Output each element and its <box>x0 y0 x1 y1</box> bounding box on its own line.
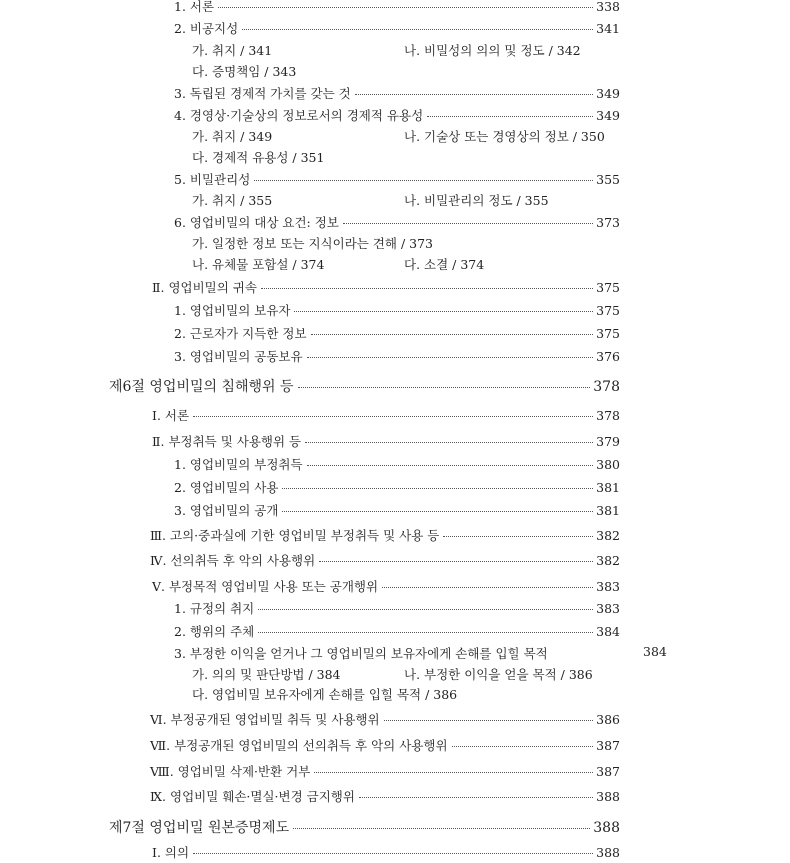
dot-leader <box>258 609 593 610</box>
toc-sub-item[interactable]: 나. 비밀관리의 정도 / 355 <box>404 193 549 208</box>
dot-leader <box>254 180 593 181</box>
toc-entry[interactable] <box>174 478 620 496</box>
toc-entry-long[interactable] <box>174 644 548 662</box>
toc-sub-item[interactable]: 가. 취지 / 349 <box>192 129 273 144</box>
toc-entry-label: 1. 서론 <box>174 0 215 14</box>
toc-entry-page: 388 <box>596 845 620 860</box>
toc-entry-label: Ⅳ. 선의취득 후 악의 사용행위 <box>150 553 316 568</box>
toc-entry-label: Ⅷ. 영업비밀 삭제·반환 거부 <box>150 764 311 779</box>
toc-entry[interactable] <box>174 622 620 640</box>
toc-sub-item[interactable]: 다. 영업비밀 보유자에게 손해를 입힐 목적 / 386 <box>192 687 458 702</box>
toc-entry-label: Ⅰ. 의의 <box>152 845 190 860</box>
dot-leader <box>282 511 593 512</box>
toc-entry[interactable] <box>152 843 620 861</box>
toc-entry-page: 386 <box>596 712 620 727</box>
toc-entry-page: 383 <box>596 601 620 616</box>
toc-entry-page: 388 <box>596 789 620 804</box>
toc-entry-page: 381 <box>596 480 620 495</box>
dot-leader <box>258 632 593 633</box>
toc-entry[interactable] <box>174 455 620 473</box>
dot-leader <box>355 94 593 95</box>
toc-entry-label: 2. 근로자가 지득한 정보 <box>174 326 307 341</box>
toc-entry[interactable] <box>150 551 620 569</box>
toc-entry-page: 355 <box>596 172 620 187</box>
toc-entry-page: 382 <box>596 528 620 543</box>
toc-sub-item[interactable]: 다. 경제적 유용성 / 351 <box>192 150 325 165</box>
toc-entry[interactable] <box>152 432 620 450</box>
toc-sub-item[interactable]: 다. 증명책임 / 343 <box>192 64 297 79</box>
toc-entry[interactable] <box>150 762 620 780</box>
toc-entry-label: Ⅲ. 고의·중과실에 기한 영업비밀 부정취득 및 사용 등 <box>150 528 440 543</box>
toc-entry-label: 1. 영업비밀의 부정취득 <box>174 457 303 472</box>
toc-sub-item[interactable]: 나. 부정한 이익을 얻을 목적 / 386 <box>404 667 593 682</box>
toc-entry-label: 1. 영업비밀의 보유자 <box>174 303 291 318</box>
toc-entry-label: Ⅸ. 영업비밀 훼손·멸실·변경 금지행위 <box>150 789 355 804</box>
toc-entry-page: 378 <box>593 379 620 395</box>
toc-entry[interactable] <box>174 170 620 188</box>
toc-entry[interactable] <box>174 324 620 342</box>
toc-entry[interactable] <box>152 577 620 595</box>
dot-leader <box>307 357 594 358</box>
toc-entry-label: 3. 영업비밀의 공개 <box>174 503 279 518</box>
dot-leader <box>193 853 593 854</box>
toc-entry[interactable] <box>174 213 620 231</box>
toc-entry[interactable] <box>174 84 620 102</box>
dot-leader <box>343 223 593 224</box>
toc-entry-page: 383 <box>596 579 620 594</box>
toc-entry[interactable] <box>174 301 620 319</box>
toc-entry-page: 379 <box>596 434 620 449</box>
dot-leader <box>293 828 590 829</box>
toc-entry-label: 6. 영업비밀의 대상 요건: 정보 <box>174 215 339 230</box>
toc-sub-item[interactable]: 가. 취지 / 355 <box>192 193 273 208</box>
toc-entry-label: Ⅱ. 부정취득 및 사용행위 등 <box>152 434 302 449</box>
toc-entry-label: 제7절 영업비밀 원본증명제도 <box>109 820 290 836</box>
toc-entry-label: 2. 행위의 주체 <box>174 624 255 639</box>
toc-entry-label: Ⅶ. 부정공개된 영업비밀의 선의취득 후 악의 사용행위 <box>150 738 448 753</box>
toc-sub-item[interactable]: 다. 소결 / 374 <box>404 257 485 272</box>
toc-entry-page: 387 <box>596 764 620 779</box>
toc-entry[interactable] <box>150 736 620 754</box>
toc-entry-label: 제6절 영업비밀의 침해행위 등 <box>109 379 294 395</box>
toc-sub-item[interactable]: 가. 의의 및 판단방법 / 384 <box>192 667 341 682</box>
toc-entry-page: 380 <box>596 457 620 472</box>
toc-entry-page: 382 <box>596 553 620 568</box>
toc-entry-page: 375 <box>596 326 620 341</box>
toc-entry[interactable] <box>150 526 620 544</box>
dot-leader <box>193 416 593 417</box>
toc-entry-page: 349 <box>596 86 620 101</box>
dot-leader <box>382 587 593 588</box>
toc-entry[interactable] <box>174 106 620 124</box>
toc-entry-page: 341 <box>596 21 620 36</box>
toc-entry-page: 338 <box>596 0 620 14</box>
dot-leader <box>443 536 593 537</box>
dot-leader <box>218 7 593 8</box>
toc-sub-item[interactable]: 가. 취지 / 341 <box>192 43 273 58</box>
toc-entry[interactable] <box>174 19 620 37</box>
toc-entry-page: 375 <box>596 303 620 318</box>
dot-leader <box>298 387 591 388</box>
dot-leader <box>384 720 594 721</box>
toc-entry-page: 376 <box>596 349 620 364</box>
dot-leader <box>261 288 593 289</box>
dot-leader <box>307 465 594 466</box>
dot-leader <box>305 442 593 443</box>
toc-entry[interactable] <box>174 501 620 519</box>
toc-entry-page: 387 <box>596 738 620 753</box>
toc-entry-label: 1. 규정의 취지 <box>174 601 255 616</box>
toc-entry[interactable] <box>152 278 620 296</box>
toc-sub-item[interactable]: 가. 일정한 정보 또는 지식이라는 견해 / 373 <box>192 236 433 251</box>
toc-entry-page: 375 <box>596 280 620 295</box>
toc-entry-label: Ⅰ. 서론 <box>152 408 190 423</box>
toc-entry[interactable] <box>150 787 620 805</box>
toc-entry-label: Ⅵ. 부정공개된 영업비밀 취득 및 사용행위 <box>150 712 380 727</box>
toc-entry-label: 4. 경영상·기술상의 정보로서의 경제적 유용성 <box>174 108 424 123</box>
toc-entry-label: 3. 영업비밀의 공동보유 <box>174 349 303 364</box>
toc-entry-label: 3. 독립된 경제적 가치를 갖는 것 <box>174 86 351 101</box>
dot-leader <box>282 488 593 489</box>
toc-entry-label: 3. 부정한 이익을 얻거나 그 영업비밀의 보유자에게 손해를 입힐 목적 <box>174 646 548 661</box>
toc-entry-label: 5. 비밀관리성 <box>174 172 251 187</box>
dot-leader <box>311 334 594 335</box>
toc-sub-item[interactable]: 나. 비밀성의 의의 및 정도 / 342 <box>404 43 581 58</box>
toc-entry-label: 2. 영업비밀의 사용 <box>174 480 279 495</box>
toc-chapter[interactable] <box>109 817 620 837</box>
toc-entry-page: 381 <box>596 503 620 518</box>
toc-entry[interactable] <box>174 347 620 365</box>
toc-entry[interactable] <box>174 0 620 15</box>
toc-entry-label: Ⅴ. 부정목적 영업비밀 사용 또는 공개행위 <box>152 579 379 594</box>
dot-leader <box>452 746 594 747</box>
toc-entry[interactable] <box>152 406 620 424</box>
dot-leader <box>319 561 593 562</box>
toc-chapter[interactable] <box>109 376 620 396</box>
toc-entry[interactable] <box>150 710 620 728</box>
toc-entry-page: 384 <box>596 624 620 639</box>
toc-entry-label: 2. 비공지성 <box>174 21 239 36</box>
toc-entry-page: 388 <box>593 820 620 836</box>
toc-sub-item[interactable]: 나. 기술상 또는 경영상의 정보 / 350 <box>404 129 605 144</box>
dot-leader <box>294 311 593 312</box>
dot-leader <box>242 29 593 30</box>
dot-leader <box>359 797 593 798</box>
toc-sub-item[interactable]: 나. 유체물 포함설 / 374 <box>192 257 325 272</box>
toc-entry-page: 378 <box>596 408 620 423</box>
toc-entry-label: Ⅱ. 영업비밀의 귀속 <box>152 280 257 295</box>
toc-entry-page: 349 <box>596 108 620 123</box>
toc-entry-page: 373 <box>596 215 620 230</box>
toc-entry[interactable] <box>174 599 620 617</box>
dot-leader <box>427 116 593 117</box>
dot-leader <box>314 772 593 773</box>
toc-entry-page: 384 <box>643 644 667 659</box>
